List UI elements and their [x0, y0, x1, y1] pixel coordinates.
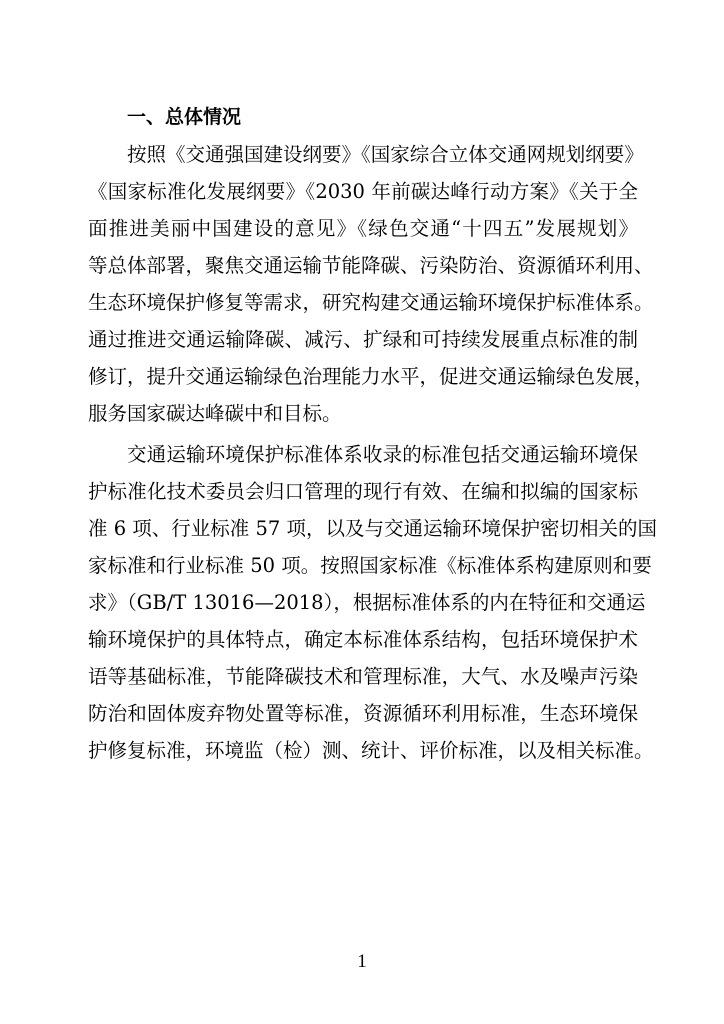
paragraph-2-line-2: 护标准化技术委员会归口管理的现行有效、在编和拟编的国家标	[88, 480, 638, 503]
paragraph-1-line-7: 修订，提升交通运输绿色治理能力水平，促进交通运输绿色发展，	[88, 365, 654, 388]
paragraph-1-line-8: 服务国家碳达峰碳中和目标。	[88, 402, 342, 425]
paragraph-2-line-3: 准 6 项、行业标准 57 项，以及与交通运输环境保护密切相关的国	[88, 517, 658, 540]
section-heading: 一、总体情况	[127, 106, 242, 128]
paragraph-1-line-2: 《国家标准化发展纲要》《2030 年前碳达峰行动方案》《关于全	[88, 180, 638, 203]
page-number: 1	[357, 951, 367, 972]
paragraph-2-line-7: 语等基础标准，节能降碳技术和管理标准，大气、水及噪声污染	[88, 665, 638, 688]
paragraph-2-line-6: 输环境保护的具体特点，确定本标准体系结构，包括环境保护术	[88, 628, 638, 651]
paragraph-2-line-4: 家标准和行业标准 50 项。按照国家标准《标准体系构建原则和要	[88, 554, 652, 577]
paragraph-1-line-4: 等总体部署，聚焦交通运输节能降碳、污染防治、资源循环利用、	[88, 254, 654, 277]
paragraph-1-line-3: 面推进美丽中国建设的意见》《绿色交通“十四五”发展规划》	[88, 217, 638, 240]
paragraph-2-line-9: 护修复标准，环境监（检）测、统计、评价标准，以及相关标准。	[88, 739, 654, 762]
paragraph-2-line-5: 求》（GB/T 13016—2018），根据标准体系的内在特征和交通运	[88, 591, 646, 614]
paragraph-1-line-6: 通过推进交通运输降碳、减污、扩绿和可持续发展重点标准的制	[88, 328, 638, 351]
paragraph-1-line-1: 按照《交通强国建设纲要》《国家综合立体交通网规划纲要》	[127, 143, 644, 166]
paragraph-2-line-8: 防治和固体废弃物处置等标准，资源循环利用标准，生态环境保	[88, 702, 638, 725]
paragraph-2-line-1: 交通运输环境保护标准体系收录的标准包括交通运输环境保	[127, 443, 638, 466]
paragraph-1-line-5: 生态环境保护修复等需求，研究构建交通运输环境保护标准体系。	[88, 291, 654, 314]
